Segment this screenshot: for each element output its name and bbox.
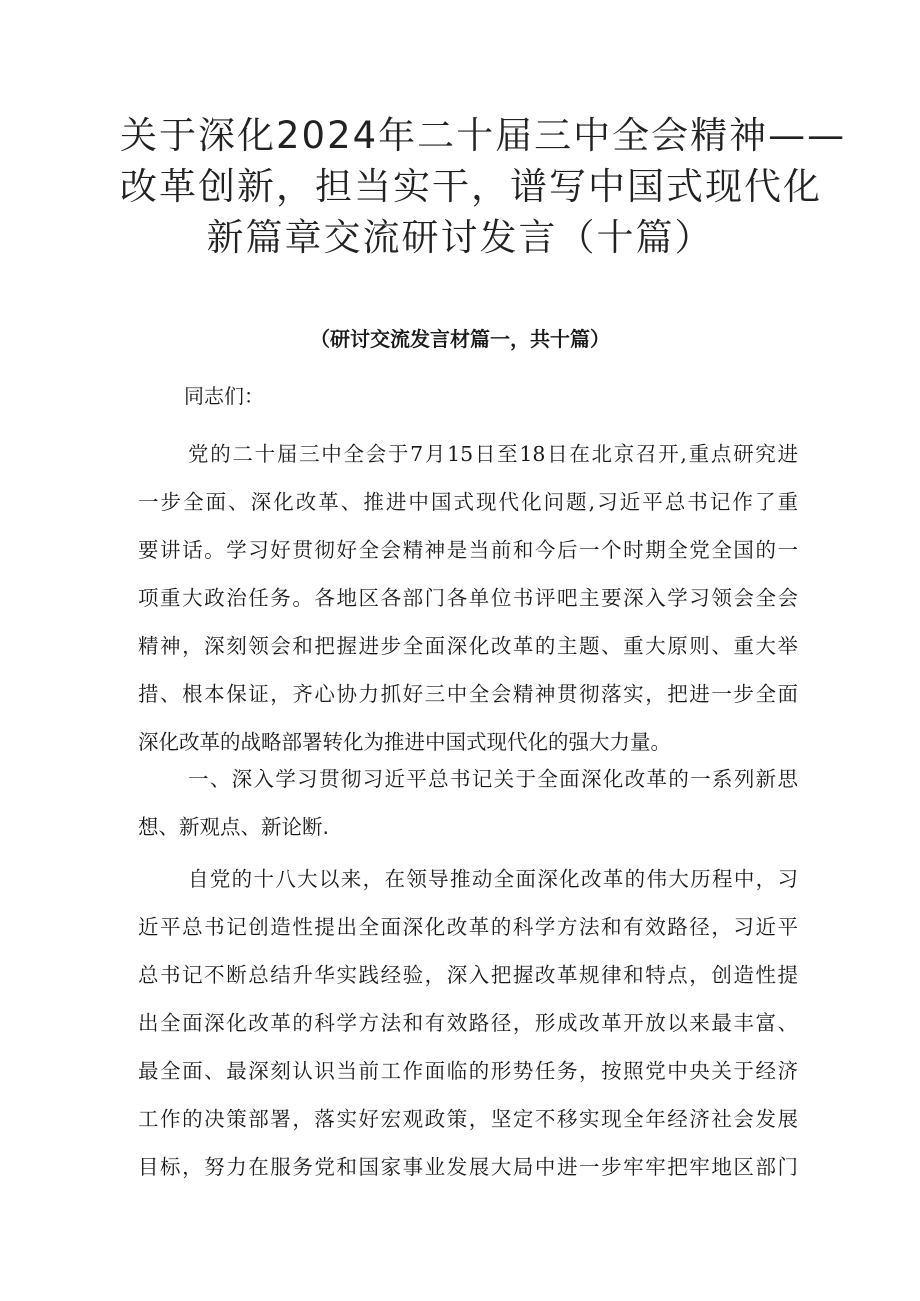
paragraph-line: 出全面深化改革的科学方法和有效路径，形成改革开放以来最丰富、 [138,1011,798,1035]
paragraph-line: 自党的十八大以来，在领导推动全面深化改革的伟大历程中，习 [188,867,798,891]
title-line: 关于深化2024年二十届三中全会精神—— [120,114,847,157]
paragraph-line: 最全面、最深刻认识当前工作面临的形势任务，按照党中央关于经济 [138,1059,798,1083]
paragraph-line: 目标，努力在服务党和国家事业发展大局中进一步牢牢把牢地区部门 [138,1155,798,1179]
paragraph-line: 党的二十届三中全会于7月15日至18日在北京召开,重点研究进 [188,442,798,466]
paragraph-line: 工作的决策部署，落实好宏观政策，坚定不移实现全年经济社会发展 [138,1107,798,1131]
document-subtitle: （研讨交流发言材篇一，共十篇） [310,327,610,351]
paragraph-line: 近平总书记创造性提出全面深化改革的科学方法和有效路径，习近平 [138,915,798,939]
heading-line: 一、深入学习贯彻习近平总书记关于全面深化改革的一系列新思 [188,767,798,791]
salutation: 同志们： [184,384,264,408]
heading-line: 想、新观点、新论断. [138,815,330,839]
title-line: 新篇章交流研讨发言（十篇） [206,216,714,259]
paragraph-line: 项重大政治任务。各地区各部门各单位书评吧主要深入学习领会全会 [138,586,798,610]
title-line: 改革创新，担当实干，谱写中国式现代化 [120,165,822,208]
paragraph-line: 要讲话。学习好贯彻好全会精神是当前和今后一个时期全党全国的一 [138,538,798,562]
paragraph-line: 一步全面、深化改革、推进中国式现代化问题,习近平总书记作了重 [138,490,798,514]
paragraph-line: 精神，深刻领会和把握进步全面深化改革的主题、重大原则、重大举 [138,634,798,658]
paragraph-line: 总书记不断总结升华实践经验，深入把握改革规律和特点，创造性提 [138,963,798,987]
paragraph-2 [138,865,798,1201]
paragraph-line: 措、根本保证，齐心协力抓好三中全会精神贯彻落实，把进一步全面 [138,682,798,706]
section-heading-1 [138,765,798,861]
paragraph-line: 深化改革的战略部署转化为推进中国式现代化的强大力量。 [138,730,671,754]
document-title [120,110,847,263]
paragraph-1 [138,440,798,776]
